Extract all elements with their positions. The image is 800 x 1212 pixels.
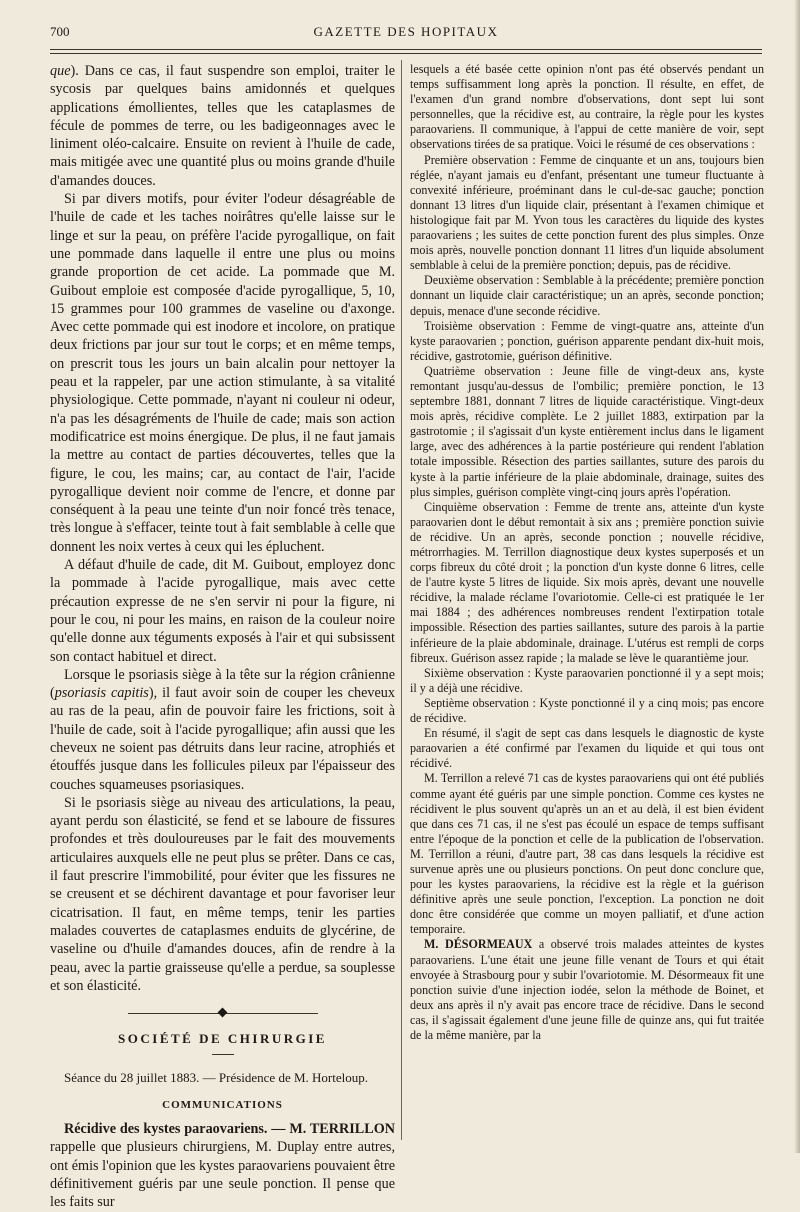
italic-term: psoriasis capitis <box>54 685 149 702</box>
paragraph: A défaut d'huile de cade, dit M. Guibout, employez donc la pommade à l'acide pyrogallique, mais avec cette précaution expresse de ne s'en servir ni pour la figure, ni pour le cou, ni pour les mains, en raison de la couleur noire qu'elle donne aux téguments exposés à l'air et qui subsissent son contact habituel et direct. <box>50 557 395 665</box>
paragraph <box>50 62 395 190</box>
paragraph <box>50 666 395 794</box>
journal-title: GAZETTE DES HOPITAUX <box>313 24 499 39</box>
paragraph: lesquels a été basée cette opinion n'ont pas été observés pendant un temps suffisamment long après la ponction. Il résulte, en effet, de l'examen d'un grand nombre d'observations, dont sept lui sont personnelles, que la récidive est, au contraire, la règle pour les kystes paraovariens. Il communique, à l'appui de cette manière de voir, sept observations tirées de sa pratique. Voici le résumé de ces observations : <box>410 62 764 152</box>
ornament-diamond-icon <box>217 1008 227 1018</box>
communication-title: Récidive des kystes paraovariens. — M. TERRILLON <box>64 1121 395 1138</box>
header-rule-top <box>50 49 762 50</box>
observation-6: Sixième observation : Kyste paraovarien ponctionné il y a sept mois; il y a déjà une récidive. <box>410 665 764 695</box>
communication-paragraph <box>50 1120 395 1211</box>
observation-1: Première observation : Femme de cinquante et un ans, toujours bien réglée, n'ayant jamais eu d'enfant, présentant une tumeur fluctuante à convexité inférieure, proéminant dans le cul-de-sac gauche; ponction donnant 13 litres d'un liquide clair, présentant à l'examen chimique et histologique fait par M. Yvon tous les caractères du liquide des kystes paraovariens ; les suites de cette ponction furent des plus simples. Onze mois après, nouvelle ponction donnant 11 litres d'un liquide absolument semblable à celui de la première ponction; depuis, pas de récidive. <box>410 152 764 273</box>
paragraph: Si le psoriasis siège au niveau des articulations, la peau, ayant perdu son élasticité, se fend et se laboure de fissures profondes et très douloureuses par le fait des mouvements articulaires auxquels elle ne peut plus se prêter. Dans ce cas, il faut prescrire l'immobilité, pour éviter que les fissures ne se creusent et se déchirent davantage et pour favoriser leur cicatrisation. Il faut, en même temps, tenir les parties malades couvertes de cataplasmes enduits de glycérine, de vaseline ou d'huile d'amandes douces, afin de rendre à la peau, avec la partie graisseuse qu'elle a perdue, sa souplesse et son élasticité. <box>50 794 395 994</box>
paragraph: M. Terrillon a relevé 71 cas de kystes paraovariens qui ont été publiés comme ayant été guéris par une simple ponction. Comme ces kystes ne récidivent le plus souvent qu'après un an et au delà, il est bien évident que dans ces 71 cas, il ne s'est pas écoulé un espace de temps suffisant entre l'époque de la ponction et celle de la publication de l'observation. M. Terrillon a réuni, d'autre part, 38 cas dans lesquels la récidive est survenue après une ou plusieurs ponctions. On peut donc conclure que, pour les kystes paraovariens, la récidive est la règle et la guérison définitive après une seule ponction, l'exception. La ponction ne doit donc être considérée que comme un moyen palliatif, et d'une action temporaire. <box>410 771 764 937</box>
column-divider <box>401 60 402 1140</box>
communication-text: rappelle que plusieurs chirurgiens, M. Duplay entre autres, ont émis l'opinion que les kystes paraovariens pouvaient être définitivement guéris par une seule ponction. Il pense que les faits sur <box>50 1139 395 1211</box>
page-edge-shadow <box>794 0 800 1153</box>
observation-3: Troisième observation : Femme de vingt-quatre ans, atteinte d'un kyste paraovarien ; ponction, guérison apparente pendant dix-huit mois, récidive, gastrotomie, guérison définitive. <box>410 318 764 363</box>
session-line: Séance du 28 juillet 1883. — Présidence de M. Horteloup. <box>64 1070 368 1086</box>
observation-7: Septième observation : Kyste ponctionné il y a cinq mois; pas encore de récidive. <box>410 695 764 726</box>
observation-5: Cinquième observation : Femme de trente ans, atteinte d'un kyste paraovarien dont le début remontait à six ans ; première ponction suivie de récidive. Un an après, seconde ponction ; nouvelle récidive, métrorrhagies. M. Terrillon diagnostique deux kystes superposés et un corps fibreux du côté droit ; la ponction d'un kyste donne 6 litres, celle de l'autre kyste 5 litres de liquide. Six mois après, devant une nouvelle récidive, la malade réclame l'ovariotomie. Celle-ci est pratiquée le 1er mai 1884 ; des adhérences nombreuses rendent l'extirpation totale impossible. Résection des parties saillantes, suture des parois à la partie inférieure de la plaie abdominale, drainage. L'utérus est rempli de corps fibreux. Guérison assez rapide ; la malade se lève le quarantième jour. <box>410 499 764 665</box>
section-title: SOCIÉTÉ DE CHIRURGIE <box>118 1031 327 1047</box>
header-rule-bottom <box>50 53 762 54</box>
page-number: 700 <box>50 24 70 39</box>
paragraph: Si par divers motifs, pour éviter l'odeur désagréable de l'huile de cade et les taches noirâtres qu'elle laisse sur le linge et sur la peau, on préfère l'acide pyrogallique, on fait une pommade dans laquelle il entre une plus ou moins grande proportion de cet acide. La pommade que M. Guibout emploie est composée d'acide pyrogallique, 5, 10, 15 grammes pour 100 grammes de vaseline ou d'axonge. Avec cette pommade qui est inodore et incolore, on pratique deux frictions par jour sur tout le corps; et en même temps, on prescrit tous les jours un bain alcalin pour nettoyer la peau et la rappeler, par une action stimulante, à sa vitalité physiologique. Cette pommade, n'ayant ni couleur ni odeur, n'a pas les désagréments de l'huile de cade; mais son action modificatrice est moins énergique. De plus, il ne faut jamais la mettre au contact de parties découvertes, telles que la figure, le cou, les mains; car, au contact de l'air, l'acide pyrogallique devient noir comme de l'encre, et donne par conséquent à la peau une teinte d'un noir foncé très tenace, très longue à s'effacer, teinte tout à fait semblable à celle que donnent les noix vertes à ceux qui les épluchent. <box>50 191 395 555</box>
paragraph-text: ), il faut avoir soin de couper les cheveux au ras de la peau, afin de pouvoir faire les frictions, soit à l'huile de cade, soit à l'acide pyrogallique; afin aussi que les cheveux ne soient pas détruits dans leur racine, atrophiés et étouffés jusque dans les follicules pileux par l'épaisseur des couches squameuses psoriasiques. <box>50 685 395 793</box>
section-ornament <box>128 1009 318 1018</box>
page-header <box>50 24 762 46</box>
paragraph-text: ). Dans ce cas, il faut suspendre son emploi, traiter le sycosis par quelques bains amidonnés et quelques applications émollientes, telles que les cataplasmes de fécule de pommes de terre, ou les badigeonnages avec le liniment oléo-calcaire. Ensuite on revient à l'huile de cade, mais mitigée avec une quantité plus ou moins grande d'huile d'amandes douces. <box>50 63 395 189</box>
observation-4: Quatrième observation : Jeune fille de vingt-deux ans, kyste remontant jusqu'au-dessus de l'ombilic; première ponction, le 13 septembre 1881, donnant 7 litres de liquide caractéristique. Vingt-deux mois après, récidive complète. Le 2 juillet 1883, extirpation par la gastrotomie ; il s'agissait d'un kyste entièrement inclus dans le ligament large, avec des adhérences à la partie postérieure qui rendent l'ablation totale impossible. Résection des parties saillantes, suture des parois du kyste à la partie inférieure de la plaie abdominale, drainage, suites des plus simples, guérison complète vingt-cinq jours après l'opération. <box>410 363 764 499</box>
paragraph-text: a observé trois malades atteintes de kystes paraovariens. L'une était une jeune fille venant de Tours et qui était envoyée à Strasbourg pour y subir l'ovariotomie. M. Désormeaux fit une ponction suivie d'une injection iodée, selon la méthode de Boinet, et deux ans après il n'y avait pas encore trace de récidive. Dans le second cas, il s'agissait également d'une jeune fille de quinze ans, qui fut traitée de la même manière, par la <box>410 937 764 1042</box>
paragraph <box>410 937 764 1043</box>
italic-fragment: que <box>50 63 71 79</box>
communications-heading: COMMUNICATIONS <box>162 1098 283 1111</box>
right-column <box>410 62 764 1043</box>
observation-2: Deuxième observation : Semblable à la précédente; première ponction donnant un liquide clair caractéristique; un an après, seconde ponction; depuis, menace d'une seconde récidive. <box>410 273 764 318</box>
summary-paragraph: En résumé, il s'agit de sept cas dans lesquels le diagnostic de kyste paraovarien a été confirmé par l'examen du liquide et qui tous ont récidivé. <box>410 726 764 771</box>
paragraph-text: Lorsque le psoriasis siège à la tête sur la région crânienne ( <box>50 666 395 702</box>
speaker-name: M. DÉSORMEAUX <box>424 937 533 952</box>
section-rule <box>212 1054 234 1055</box>
left-column <box>50 62 395 1212</box>
